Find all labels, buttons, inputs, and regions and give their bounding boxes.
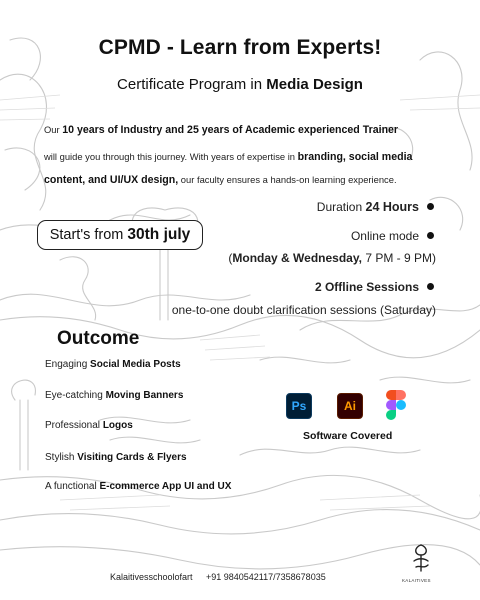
software-covered-label: Software Covered: [303, 430, 393, 442]
bullet-dot-icon: [427, 203, 434, 210]
kalaitives-logo-icon: [408, 543, 434, 573]
start-date-value: 30th july: [127, 226, 191, 243]
schedule-days: Monday & Wednesday,: [232, 251, 362, 265]
mode-text: Online mode: [350, 229, 419, 243]
intro-line: [44, 174, 444, 186]
outcome-item: [45, 359, 181, 370]
instagram-handle: Kalaitivesschoolofart: [110, 572, 193, 582]
page-subtitle: [0, 76, 480, 93]
outcome-item-text: A functional: [45, 481, 100, 492]
outcome-item-highlight: Moving Banners: [105, 390, 184, 401]
schedule-time: 7 PM - 9 PM): [361, 251, 436, 265]
intro-text: our faculty ensures a hands-on learning experience.: [178, 174, 397, 185]
schedule-open: (: [228, 251, 233, 265]
outcome-heading: Outcome: [57, 328, 140, 349]
outcome-item: [45, 390, 183, 401]
doubt-sessions-detail: one-to-one doubt clarification sessions (Saturday): [171, 303, 436, 317]
offline-sessions-detail: [315, 280, 434, 294]
intro-highlight: branding, social media: [297, 151, 413, 163]
subtitle-text: Certificate Program in: [117, 76, 267, 93]
subtitle-highlight: Media Design: [266, 76, 363, 93]
figma-shape-purple-fill: [391, 400, 396, 410]
illustrator-icon: Ai: [337, 393, 363, 419]
figma-shape-blue: [396, 400, 406, 410]
start-date-badge: [37, 220, 203, 250]
start-date-label: Start's from: [49, 227, 128, 243]
duration-detail: [317, 200, 434, 214]
intro-line: [44, 151, 444, 163]
outcome-item: [45, 481, 231, 492]
logo-text: KALAITIVES: [402, 578, 431, 583]
figma-shape-orange-fill: [396, 390, 401, 400]
bullet-dot-icon: [427, 232, 434, 239]
outcome-item-text: Engaging: [45, 359, 91, 370]
outcome-item-text: Eye-catching: [45, 390, 106, 401]
outcome-item-highlight: Logos: [102, 420, 133, 431]
intro-text: will guide you through this journey. With years of expertise in: [44, 151, 298, 162]
mode-detail: [351, 229, 434, 243]
outcome-item-text: Stylish: [45, 452, 78, 463]
phone-numbers: +91 9840542117/7358678035: [206, 572, 326, 582]
outcome-item-highlight: Visiting Cards & Flyers: [77, 452, 187, 463]
offline-sessions-text: 2 Offline Sessions: [314, 280, 419, 294]
intro-highlight: 10 years of Industry and 25 years of Academic experienced Trainer: [62, 124, 399, 136]
intro-line: [44, 124, 444, 136]
photoshop-icon: Ps: [286, 393, 312, 419]
figma-shape-green-fill: [391, 410, 396, 415]
outcome-item: [45, 452, 187, 463]
bullet-dot-icon: [427, 283, 434, 290]
outcome-item: [45, 420, 133, 431]
outcome-item-highlight: Social Media Posts: [90, 359, 181, 370]
outcome-item-text: Professional: [45, 420, 103, 431]
outcome-item-highlight: E-commerce App UI and UX: [99, 481, 232, 492]
schedule-detail: [228, 251, 436, 265]
page-title: CPMD - Learn from Experts!: [98, 36, 382, 59]
intro-text: Our: [44, 124, 63, 135]
duration-label: Duration: [316, 200, 366, 214]
intro-highlight: content, and UI/UX design,: [44, 174, 179, 186]
figma-shape-red-fill: [391, 390, 396, 400]
duration-value: 24 Hours: [365, 200, 419, 214]
figma-icon: [386, 390, 406, 420]
